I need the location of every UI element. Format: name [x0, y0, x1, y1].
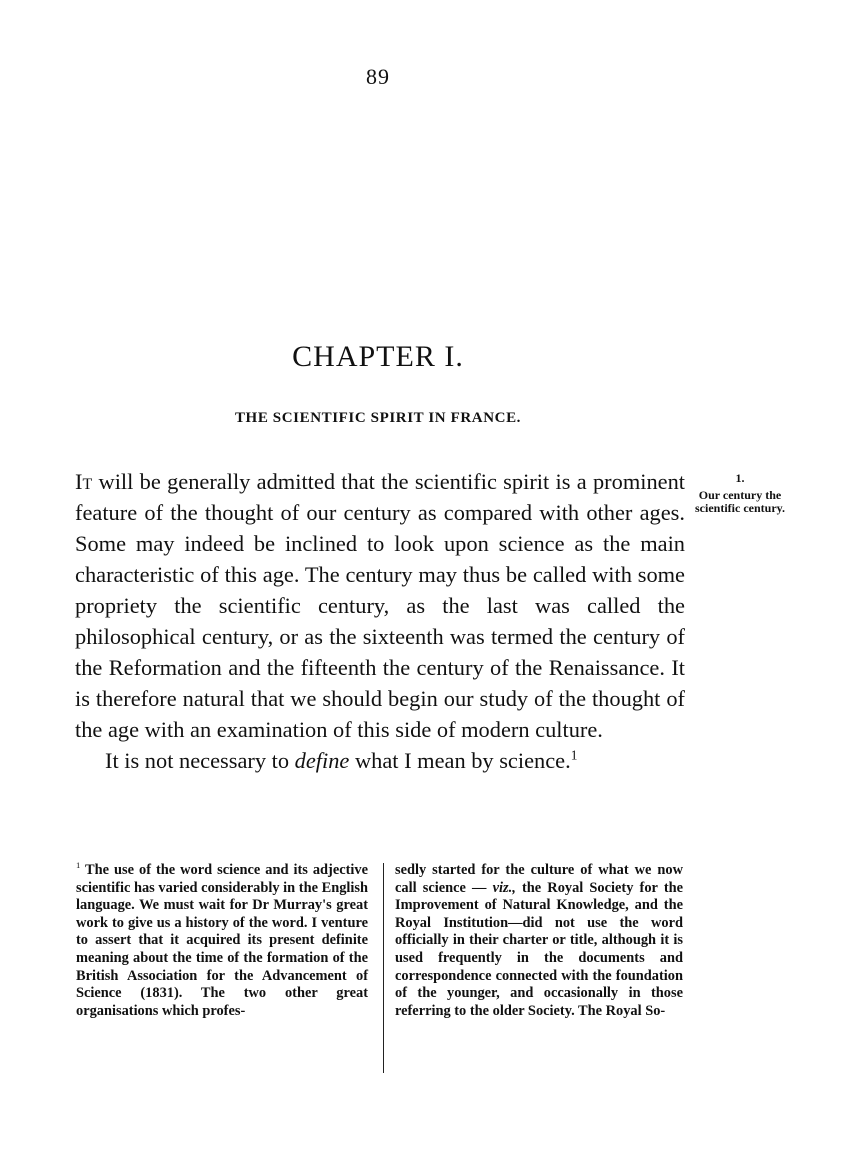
footnote-right-text-start: sedly started for the culture of what we now call science —	[395, 862, 683, 896]
italic-word-define: define	[294, 748, 350, 773]
footnote-column-divider	[383, 863, 384, 1073]
opening-word: It	[75, 469, 93, 494]
chapter-body	[75, 466, 685, 776]
footnote-reference[interactable]: 1	[570, 747, 578, 763]
footnote-left-column	[76, 862, 368, 1020]
footnote-right-text-end: the Royal Society for the Improvement of Natural Knowledge, and the Royal Institution—did not use the word officially in their charter or title, although it is used frequently in the documents and correspondence connected with the foundation of the younger, and occasionally in those referring to the older Society. The Royal So-	[395, 879, 684, 1019]
chapter-title: CHAPTER I.	[292, 340, 464, 373]
marginal-note-number: 1.	[735, 471, 745, 485]
marginal-note	[690, 472, 790, 515]
marginal-note-text: Our century the scientific century.	[695, 488, 785, 515]
chapter-subtitle: THE SCIENTIFIC SPIRIT IN FRANCE.	[234, 410, 522, 426]
paragraph-1-text: will be generally admitted that the scientific spirit is a prominent feature of the thought of our century as compared with other ages. Some may indeed be inclined to look upon science as the main characteristic of this age. The century may thus be called with some propriety the scientific century, as the last was called the philosophical century, or as the sixteenth was termed the century of the Reformation and the fifteenth the century of the Renaissance. It is therefore natural that we should begin our study of the thought of the age with an examination of this side of modern culture.	[75, 469, 685, 742]
footnote-left-text: The use of the word science and its adjective scientific has varied considerably in the English language. We must wait for Dr Murray's great work to give us a history of the word. I venture to assert that it acquired its present definite meaning about the time of the formation of the British Association for the Advancement of Science (1831). The two other great organisations which profes-	[76, 862, 368, 1019]
paragraph-1	[75, 466, 685, 745]
footnote-right-column	[395, 862, 683, 1020]
italic-abbreviation-viz: viz.,	[492, 879, 516, 896]
paragraph-2	[75, 745, 685, 776]
footnote-mark: 1	[76, 860, 81, 871]
page-number: 89	[366, 64, 390, 89]
paragraph-2-text-start: It is not necessary to	[105, 748, 295, 773]
paragraph-2-text-end: what I mean by science.	[349, 748, 571, 773]
